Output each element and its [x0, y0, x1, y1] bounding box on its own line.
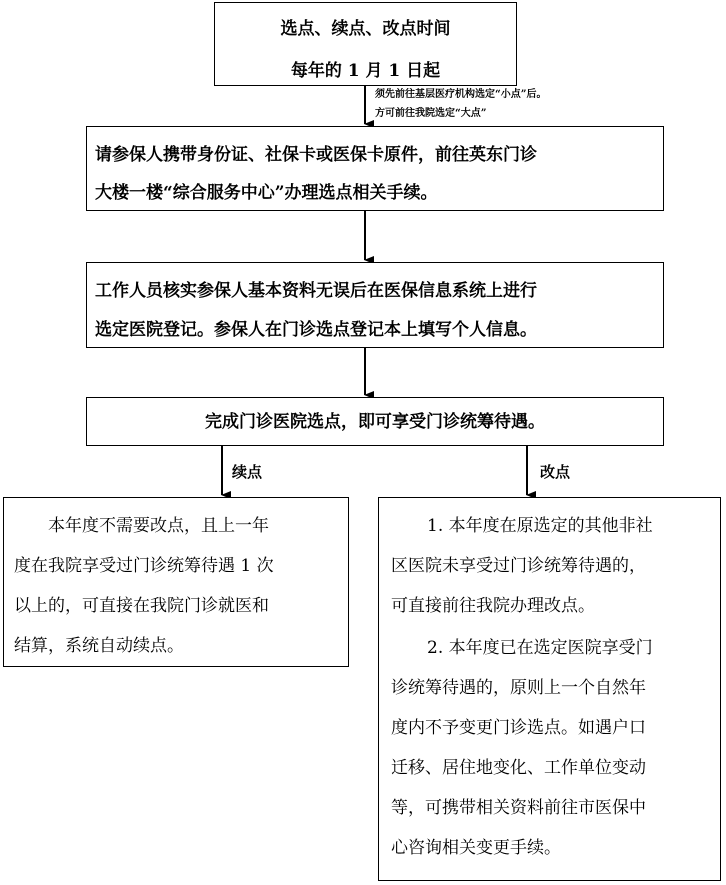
branch-left-line-1: 本年度不需要改点，且上一年 — [48, 516, 269, 536]
step3-box — [86, 397, 664, 446]
branch-right-label: 改点 — [540, 463, 571, 481]
branch-right-line-8: 等，可携带相关资料前往市医保中 — [391, 798, 646, 818]
branch-left-line-3: 以上的，可直接在我院门诊就医和 — [14, 596, 269, 616]
step2-line-2: 选定医院登记。参保人在门诊选点登记本上填写个人信息。 — [95, 320, 537, 340]
branch-right-line-1: 1. 本年度在原选定的其他非社 — [427, 516, 653, 536]
start-title: 选点、续点、改点时间 — [280, 19, 451, 39]
start-date: 每年的 1 月 1 日起 — [290, 61, 441, 81]
branch-right-line-3: 可直接前往我院办理改点。 — [391, 596, 595, 616]
note-line-1: 须先前往基层医疗机构选定“小点”后。 — [375, 89, 547, 100]
step2-line-1: 工作人员核实参保人基本资料无误后在医保信息系统上进行 — [95, 281, 537, 301]
step3-text: 完成门诊医院选点，即可享受门诊统筹待遇。 — [205, 412, 545, 432]
branch-right-line-4: 2. 本年度已在选定医院享受门 — [427, 638, 653, 658]
step1-line-1: 请参保人携带身份证、社保卡或医保卡原件，前往英东门诊 — [95, 145, 537, 165]
branch-right-line-6: 度内不予变更门诊选点。如遇户口 — [391, 718, 646, 738]
start-box — [214, 2, 517, 86]
branch-right-line-2: 区医院未享受过门诊统筹待遇的， — [391, 556, 646, 576]
step1-line-2: 大楼一楼“综合服务中心”办理选点相关手续。 — [95, 183, 438, 203]
branch-left-line-4: 结算，系统自动续点。 — [14, 636, 184, 656]
branch-right-line-9: 心咨询相关变更手续。 — [391, 838, 561, 858]
branch-left-label: 续点 — [232, 463, 263, 481]
branch-right-line-7: 迁移、居住地变化、工作单位变动 — [391, 758, 646, 778]
step2-box — [86, 262, 664, 348]
branch-right-box — [378, 497, 721, 881]
branch-right-line-5: 诊统筹待遇的，原则上一个自然年 — [391, 678, 646, 698]
branch-left-line-2: 度在我院享受过门诊统筹待遇 1 次 — [14, 556, 274, 576]
branch-left-box — [3, 497, 349, 667]
note-line-2: 方可前往我院选定“大点” — [375, 108, 487, 119]
step1-box — [86, 126, 664, 211]
